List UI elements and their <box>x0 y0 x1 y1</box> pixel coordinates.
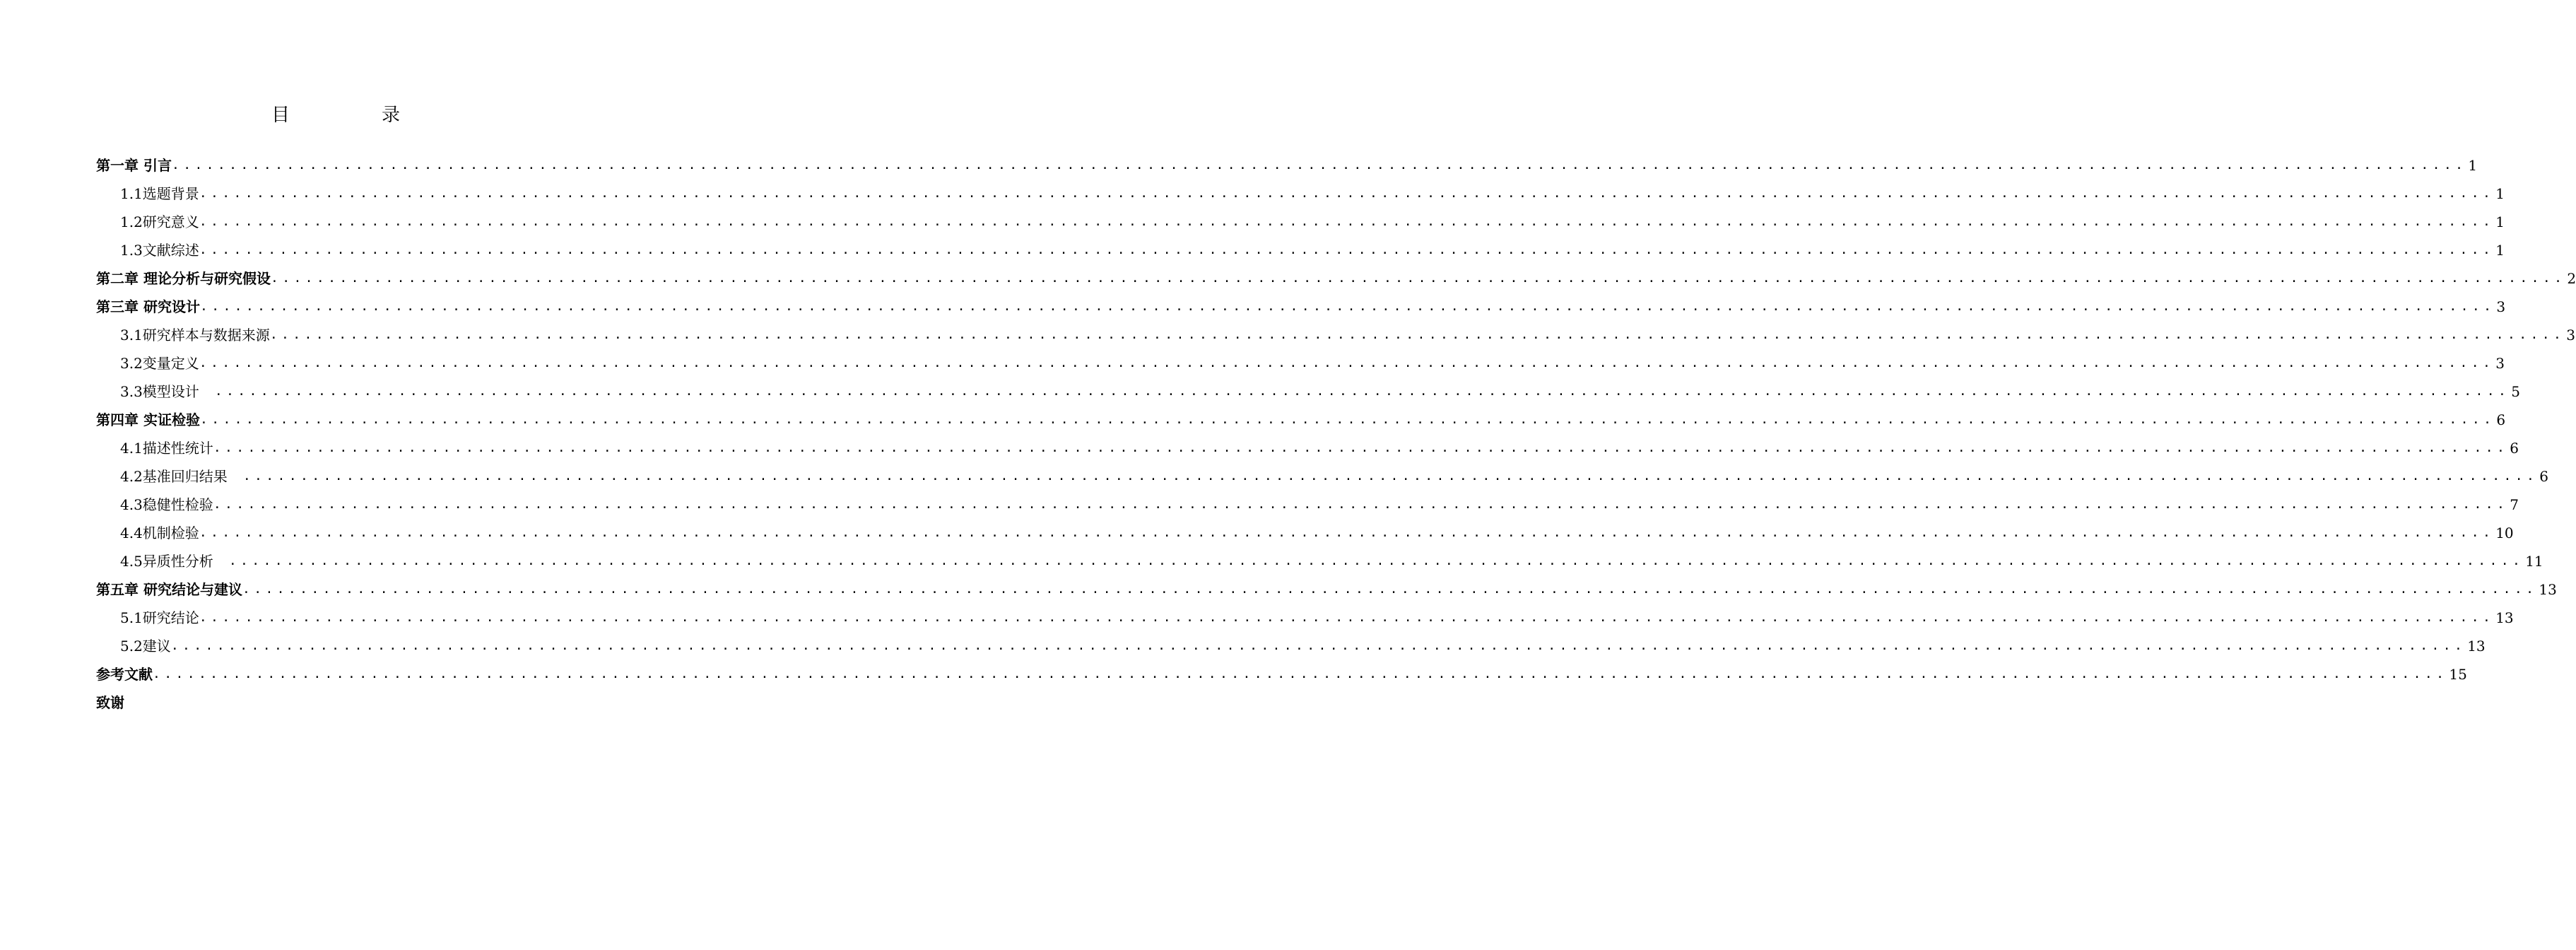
toc-entry-label: 1.3文献综述 <box>120 242 199 259</box>
toc-page-number: 13 <box>2467 638 2486 655</box>
toc-dot-leader: ........................................................................................................................................................................................................ <box>153 667 2448 681</box>
page-title: 目 录 <box>271 105 437 126</box>
toc-page-number: 2 <box>2567 270 2576 287</box>
toc-chapter-entry[interactable] <box>96 288 2506 316</box>
toc-dot-leader: ........................................................................................................................................................................................................ <box>242 582 2538 597</box>
toc-section-entry[interactable] <box>96 203 2505 231</box>
toc-section-entry[interactable] <box>96 316 2575 344</box>
toc-page-number: 3 <box>2566 327 2575 344</box>
toc-page-number: 6 <box>2496 411 2506 428</box>
toc-chapter-entry[interactable] <box>96 684 601 712</box>
toc-page-number: 13 <box>2539 581 2557 598</box>
toc-dot-leader: ........................................................................................................................................................................................................ <box>171 158 2467 172</box>
toc-chapter-entry[interactable] <box>96 570 2557 599</box>
toc-page-number: 6 <box>2510 440 2519 457</box>
toc-dot-leader: ........................................................................................................................................................................................................ <box>213 497 2509 512</box>
toc-entry-label: 1.1选题背景 <box>120 185 199 202</box>
toc-page-number: 13 <box>2495 609 2514 626</box>
toc-dot-leader: ........................................................................................................................................................................................................ <box>199 356 2495 370</box>
toc-entry-label: 参考文献 <box>96 666 153 683</box>
toc-chapter-entry[interactable] <box>96 146 2478 175</box>
toc-entry-label: 3.3模型设计 <box>120 383 199 400</box>
toc-entry-label: 1.2研究意义 <box>120 213 199 230</box>
toc-section-entry[interactable] <box>96 373 2520 401</box>
toc-section-entry[interactable] <box>96 627 2486 655</box>
toc-section-entry[interactable] <box>96 231 2505 259</box>
toc-entry-label: 第三章 研究设计 <box>96 298 200 315</box>
toc-page-number: 1 <box>2495 213 2505 230</box>
toc-section-entry[interactable] <box>96 457 2548 486</box>
toc-dot-leader: ........................................................................................................................................................................................................ <box>214 384 2510 399</box>
toc-page-number: 7 <box>2510 496 2519 513</box>
toc-section-entry[interactable] <box>96 542 2543 570</box>
toc-section-entry[interactable] <box>96 429 2519 457</box>
toc-entry-label: 4.2基准回归结果 <box>120 468 228 485</box>
toc-dot-leader: ........................................................................................................................................................................................................ <box>270 271 2566 286</box>
toc-chapter-entry[interactable] <box>96 401 2506 429</box>
toc-entry-label: 4.3稳健性检验 <box>120 496 213 513</box>
toc-page-number: 1 <box>2495 242 2505 259</box>
toc-entry-label: 3.2变量定义 <box>120 355 199 372</box>
toc-page-number: 1 <box>2495 185 2505 202</box>
toc-dot-leader: ........................................................................................................................................................................................................ <box>213 440 2509 455</box>
toc-dot-leader: ........................................................................................................................................................................................................ <box>269 327 2565 342</box>
toc-dot-leader: ........................................................................................................................................................................................................ <box>199 186 2495 201</box>
toc-entry-label: 4.4机制检验 <box>120 524 199 541</box>
toc-dot-leader: ........................................................................................................................................................................................................ <box>199 610 2495 625</box>
toc-dot-leader: ........................................................................................................................................................................................................ <box>199 412 2495 427</box>
toc-page-number: 6 <box>2539 468 2548 485</box>
toc-dot-leader: ........................................................................................................................................................................................................ <box>199 242 2495 257</box>
toc-entry-label: 3.1研究样本与数据来源 <box>120 327 270 344</box>
toc-page-number: 1 <box>2468 157 2478 174</box>
toc-page-number: 3 <box>2495 355 2505 372</box>
toc-dot-leader: ........................................................................................................................................................................................................ <box>199 525 2495 540</box>
toc-chapter-entry[interactable] <box>96 259 2576 288</box>
toc-section-entry[interactable] <box>96 599 2514 627</box>
toc-entry-label: 第二章 理论分析与研究假设 <box>96 270 271 287</box>
toc-section-entry[interactable] <box>96 486 2519 514</box>
toc-section-entry[interactable] <box>96 514 2514 542</box>
toc-page-number: 10 <box>2495 524 2514 541</box>
toc-dot-leader: ........................................................................................................................................................................................................ <box>199 299 2495 314</box>
toc-dot-leader: ........................................................................................................................................................................................................ <box>199 214 2495 229</box>
toc-page-number: 15 <box>2449 666 2467 683</box>
toc-dot-leader: ........................................................................................................................................................................................................ <box>228 553 2524 568</box>
toc-entry-label: 第一章 引言 <box>96 157 172 174</box>
toc-dot-leader: ........................................................................................................................................................................................................ <box>170 638 2466 653</box>
toc-entry-label: 4.1描述性统计 <box>120 440 213 457</box>
toc-section-entry[interactable] <box>96 344 2505 373</box>
toc-entry-label: 5.1研究结论 <box>120 609 199 626</box>
toc-entry-label: 致谢 <box>96 694 124 711</box>
toc-entry-label: 第四章 实证检验 <box>96 411 200 428</box>
toc-chapter-entry[interactable] <box>96 655 2467 684</box>
toc-entry-label: 4.5异质性分析 <box>120 553 213 570</box>
toc-page-number: 5 <box>2511 383 2520 400</box>
toc-entry-label: 第五章 研究结论与建议 <box>96 581 242 598</box>
toc-page-number: 3 <box>2496 298 2506 315</box>
toc-entry-label: 5.2建议 <box>120 638 171 655</box>
table-of-contents <box>96 146 2576 712</box>
toc-dot-leader: ........................................................................................................................................................................................................ <box>242 469 2539 483</box>
toc-page-number: 11 <box>2525 553 2543 570</box>
toc-section-entry[interactable] <box>96 175 2505 203</box>
